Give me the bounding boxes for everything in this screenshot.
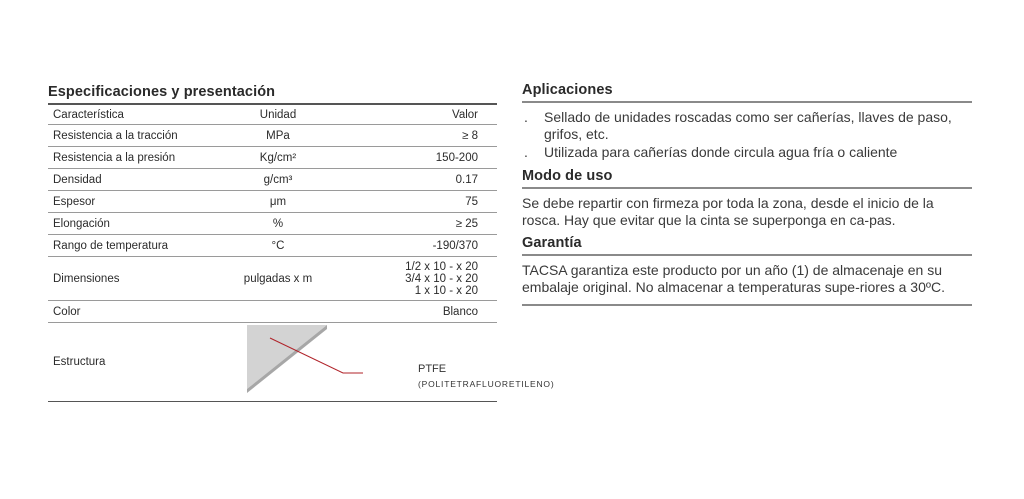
table-row [48, 125, 497, 147]
modo-de-uso-text: Se debe repartir con firmeza por toda la zona, desde el inicio de la rosca. Hay que evitar que la cinta se superponga en ca-pas. [522, 195, 934, 228]
table-row [48, 235, 497, 257]
row-unidad: μm [223, 191, 333, 213]
row-unidad: pulgadas x m [223, 257, 333, 301]
ptfe-label: PTFE [418, 363, 447, 375]
row-caracteristica: Resistencia a la presión [48, 147, 223, 169]
row-valor: ≥ 25 [333, 213, 497, 235]
header-unidad: Unidad [223, 105, 333, 125]
row-valor: 150-200 [333, 147, 497, 169]
row-valor: -190/370 [333, 235, 497, 257]
table-row-color [48, 301, 497, 323]
row-caracteristica: Color [48, 301, 223, 323]
table-row-estructura [48, 323, 497, 402]
aplicaciones-section [522, 82, 972, 166]
ptfe-tape-drawing [223, 323, 503, 401]
list-item [522, 109, 972, 143]
bullet-icon: . [524, 144, 528, 160]
row-unidad: Kg/cm² [223, 147, 333, 169]
row-unidad: % [223, 213, 333, 235]
row-unidad: °C [223, 235, 333, 257]
row-caracteristica: Densidad [48, 169, 223, 191]
row-valor: 0.17 [333, 169, 497, 191]
row-caracteristica: Rango de temperatura [48, 235, 223, 257]
dimension-value: 1 x 10 - x 20 [414, 284, 478, 297]
garantia-section [522, 235, 972, 306]
modo-de-uso-title: Modo de uso [522, 168, 972, 189]
table-row-dimensiones [48, 257, 497, 301]
row-unidad: MPa [223, 125, 333, 147]
row-caracteristica: Dimensiones [48, 257, 223, 301]
aplicaciones-list [522, 103, 972, 166]
modo-de-uso-section [522, 168, 972, 233]
table-row [48, 213, 497, 235]
list-item [522, 144, 972, 161]
row-valor: ≥ 8 [333, 125, 497, 147]
garantia-title: Garantía [522, 235, 972, 256]
row-caracteristica: Resistencia a la tracción [48, 125, 223, 147]
header-caracteristica: Característica [48, 105, 223, 125]
dimension-value: 3/4 x 10 - x 20 [405, 272, 478, 285]
specs-title: Especificaciones y presentación [48, 84, 497, 105]
row-valor-list [333, 257, 497, 301]
aplicaciones-title: Aplicaciones [522, 82, 972, 103]
table-row [48, 169, 497, 191]
table-row [48, 191, 497, 213]
garantia-text: TACSA garantiza este producto por un año (1) de almacenaje en su embalaje original. No almacenar a temperaturas supe-riores a 30ºC. [522, 262, 945, 295]
ptfe-sublabel: (POLITETRAFLUORETILENO) [418, 379, 555, 389]
row-unidad: g/cm³ [223, 169, 333, 191]
row-caracteristica: Espesor [48, 191, 223, 213]
list-item-text: Sellado de unidades roscadas como ser cañerías, llaves de paso, grifos, etc. [544, 109, 952, 142]
dimension-value: 1/2 x 10 - x 20 [405, 260, 478, 273]
structure-illustration [223, 323, 555, 402]
row-caracteristica: Elongación [48, 213, 223, 235]
info-column [522, 82, 972, 308]
row-valor: Blanco [333, 301, 497, 323]
divider [522, 304, 972, 306]
list-item-text: Utilizada para cañerías donde circula agua fría o caliente [544, 144, 898, 160]
row-valor: 75 [333, 191, 497, 213]
header-valor: Valor [333, 105, 497, 125]
table-header-row [48, 105, 497, 125]
row-caracteristica: Estructura [48, 323, 223, 402]
table-row [48, 147, 497, 169]
bullet-icon: . [524, 109, 528, 125]
